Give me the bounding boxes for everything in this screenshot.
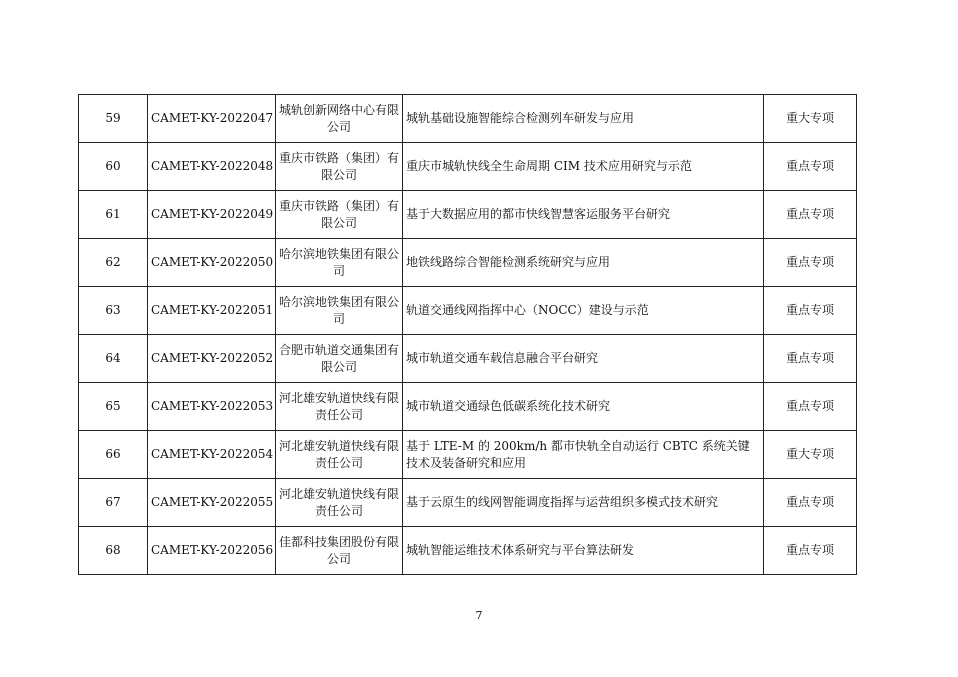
project-code: CAMET-KY-2022052 bbox=[148, 335, 276, 383]
organization: 佳都科技集团股份有限公司 bbox=[276, 527, 403, 575]
project-title: 城市轨道交通绿色低碳系统化技术研究 bbox=[403, 383, 764, 431]
project-type: 重点专项 bbox=[764, 479, 857, 527]
organization: 合肥市轨道交通集团有限公司 bbox=[276, 335, 403, 383]
table-row bbox=[79, 287, 857, 335]
organization: 哈尔滨地铁集团有限公司 bbox=[276, 287, 403, 335]
project-code: CAMET-KY-2022055 bbox=[148, 479, 276, 527]
project-title: 城市轨道交通车载信息融合平台研究 bbox=[403, 335, 764, 383]
row-number: 65 bbox=[79, 383, 148, 431]
project-code: CAMET-KY-2022049 bbox=[148, 191, 276, 239]
row-number: 59 bbox=[79, 95, 148, 143]
table-row bbox=[79, 431, 857, 479]
table-row bbox=[79, 239, 857, 287]
table-row bbox=[79, 143, 857, 191]
table-row bbox=[79, 383, 857, 431]
table-row bbox=[79, 191, 857, 239]
project-table bbox=[78, 94, 857, 575]
project-type: 重点专项 bbox=[764, 239, 857, 287]
project-code: CAMET-KY-2022053 bbox=[148, 383, 276, 431]
project-type: 重大专项 bbox=[764, 95, 857, 143]
project-type: 重点专项 bbox=[764, 335, 857, 383]
page-number: 7 bbox=[475, 609, 483, 622]
organization: 河北雄安轨道快线有限责任公司 bbox=[276, 431, 403, 479]
row-number: 63 bbox=[79, 287, 148, 335]
project-title: 重庆市城轨快线全生命周期 CIM 技术应用研究与示范 bbox=[403, 143, 764, 191]
project-title: 城轨智能运维技术体系研究与平台算法研发 bbox=[403, 527, 764, 575]
organization: 河北雄安轨道快线有限责任公司 bbox=[276, 479, 403, 527]
organization: 重庆市铁路（集团）有限公司 bbox=[276, 191, 403, 239]
project-type: 重点专项 bbox=[764, 191, 857, 239]
table-row bbox=[79, 479, 857, 527]
project-title: 城轨基础设施智能综合检测列车研发与应用 bbox=[403, 95, 764, 143]
organization: 城轨创新网络中心有限公司 bbox=[276, 95, 403, 143]
project-code: CAMET-KY-2022051 bbox=[148, 287, 276, 335]
project-code: CAMET-KY-2022050 bbox=[148, 239, 276, 287]
project-type: 重点专项 bbox=[764, 383, 857, 431]
project-code: CAMET-KY-2022054 bbox=[148, 431, 276, 479]
project-title: 轨道交通线网指挥中心（NOCC）建设与示范 bbox=[403, 287, 764, 335]
table-row bbox=[79, 527, 857, 575]
project-title: 地铁线路综合智能检测系统研究与应用 bbox=[403, 239, 764, 287]
table-row bbox=[79, 335, 857, 383]
project-title: 基于云原生的线网智能调度指挥与运营组织多模式技术研究 bbox=[403, 479, 764, 527]
organization: 哈尔滨地铁集团有限公司 bbox=[276, 239, 403, 287]
row-number: 68 bbox=[79, 527, 148, 575]
table-row bbox=[79, 95, 857, 143]
organization: 河北雄安轨道快线有限责任公司 bbox=[276, 383, 403, 431]
project-title: 基于 LTE-M 的 200km/h 都市快轨全自动运行 CBTC 系统关键技术及装备研究和应用 bbox=[403, 431, 764, 479]
organization: 重庆市铁路（集团）有限公司 bbox=[276, 143, 403, 191]
row-number: 64 bbox=[79, 335, 148, 383]
row-number: 67 bbox=[79, 479, 148, 527]
row-number: 60 bbox=[79, 143, 148, 191]
project-type: 重点专项 bbox=[764, 143, 857, 191]
project-type: 重点专项 bbox=[764, 527, 857, 575]
row-number: 61 bbox=[79, 191, 148, 239]
project-code: CAMET-KY-2022056 bbox=[148, 527, 276, 575]
row-number: 66 bbox=[79, 431, 148, 479]
project-code: CAMET-KY-2022047 bbox=[148, 95, 276, 143]
project-table-body bbox=[79, 95, 857, 575]
project-type: 重点专项 bbox=[764, 287, 857, 335]
project-type: 重大专项 bbox=[764, 431, 857, 479]
project-title: 基于大数据应用的都市快线智慧客运服务平台研究 bbox=[403, 191, 764, 239]
row-number: 62 bbox=[79, 239, 148, 287]
project-code: CAMET-KY-2022048 bbox=[148, 143, 276, 191]
